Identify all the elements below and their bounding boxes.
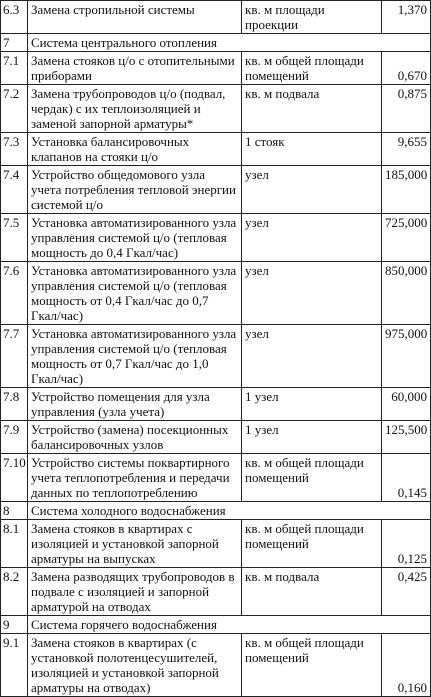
work-name: Устройство системы поквартирного учета теплопотребления и передачи данных по теплопотреблению	[28, 454, 242, 502]
work-name: Устройство помещения для узла управления (узла учета)	[28, 388, 242, 421]
value-cell: 0,670	[382, 52, 431, 85]
unit-cell: узел	[242, 166, 382, 214]
value-cell: 0,160	[382, 634, 431, 697]
table-row	[1, 262, 431, 325]
section-title: Система горячего водоснабжения	[28, 616, 431, 634]
value-cell: 0,125	[382, 520, 431, 568]
row-number: 8.2	[1, 568, 28, 616]
value-cell: 60,000	[382, 388, 431, 421]
row-number: 7.6	[1, 262, 28, 325]
row-number: 7.4	[1, 166, 28, 214]
row-number: 7.9	[1, 421, 28, 454]
row-number: 6.3	[1, 1, 28, 34]
work-name: Устройство общедомового узла учета потребления тепловой энергии системой ц/о	[28, 166, 242, 214]
table-row	[1, 634, 431, 697]
table-row	[1, 388, 431, 421]
value-cell: 850,000	[382, 262, 431, 325]
work-name: Установка автоматизированного узла управления системой ц/о (тепловая мощность от 0,4 Гкал/час до 0,7 Гкал/час)	[28, 262, 242, 325]
value-cell: 185,000	[382, 166, 431, 214]
row-number: 8	[1, 502, 28, 520]
value-cell: 125,500	[382, 421, 431, 454]
work-name: Установка балансировочных клапанов на стояки ц/о	[28, 133, 242, 166]
table-row	[1, 133, 431, 166]
unit-cell: кв. м подвала	[242, 85, 382, 133]
unit-cell: 1 стояк	[242, 133, 382, 166]
value-cell: 975,000	[382, 325, 431, 388]
section-row	[1, 616, 431, 634]
table-row	[1, 214, 431, 262]
work-name: Устройство (замена) посекционных балансировочных узлов	[28, 421, 242, 454]
section-row	[1, 34, 431, 52]
section-title: Система холодного водоснабжения	[28, 502, 431, 520]
work-name: Установка автоматизированного узла управления системой ц/о (тепловая мощность от 0,7 Гкал/час до 1,0 Гкал/час)	[28, 325, 242, 388]
work-name: Замена стояков в квартирах с изоляцией и установкой запорной арматуры на выпусках	[28, 520, 242, 568]
row-number: 9.1	[1, 634, 28, 697]
table-row	[1, 421, 431, 454]
value-cell: 9,655	[382, 133, 431, 166]
row-number: 7.2	[1, 85, 28, 133]
row-number: 7.7	[1, 325, 28, 388]
table-row	[1, 520, 431, 568]
work-name: Замена стояков в квартирах (с установкой полотенцесушителей, изоляцией и установкой запорной арматуры на отводах)	[28, 634, 242, 697]
unit-cell: узел	[242, 214, 382, 262]
unit-cell: кв. м общей площади помещений	[242, 520, 382, 568]
value-cell: 0,145	[382, 454, 431, 502]
row-number: 7.8	[1, 388, 28, 421]
value-cell: 1,370	[382, 1, 431, 34]
table-row	[1, 1, 431, 34]
table-row	[1, 568, 431, 616]
unit-cell: кв. м площади проекции	[242, 1, 382, 34]
row-number: 7	[1, 34, 28, 52]
row-number: 7.5	[1, 214, 28, 262]
section-title: Система центрального отопления	[28, 34, 431, 52]
unit-cell: кв. м общей площади помещений	[242, 454, 382, 502]
unit-cell: 1 узел	[242, 421, 382, 454]
row-number: 8.1	[1, 520, 28, 568]
row-number: 7.1	[1, 52, 28, 85]
table-row	[1, 325, 431, 388]
unit-cell: узел	[242, 262, 382, 325]
table-row	[1, 85, 431, 133]
table-body	[1, 1, 431, 697]
table-row	[1, 166, 431, 214]
table-row	[1, 52, 431, 85]
unit-cell: кв. м подвала	[242, 568, 382, 616]
work-name: Замена разводящих трубопроводов в подвале с изоляцией и запорной арматурой на отводах	[28, 568, 242, 616]
work-name: Замена трубопроводов ц/о (подвал, чердак) с их теплоизоляцией и заменой запорной арматуры*	[28, 85, 242, 133]
row-number: 7.10	[1, 454, 28, 502]
unit-cell: кв. м общей площади помещений	[242, 52, 382, 85]
table-row	[1, 454, 431, 502]
section-row	[1, 502, 431, 520]
row-number: 7.3	[1, 133, 28, 166]
work-name: Установка автоматизированного узла управления системой ц/о (тепловая мощность до 0,4 Гкал/час)	[28, 214, 242, 262]
value-cell: 0,425	[382, 568, 431, 616]
unit-cell: узел	[242, 325, 382, 388]
value-cell: 0,875	[382, 85, 431, 133]
work-name: Замена стояков ц/о с отопительными приборами	[28, 52, 242, 85]
row-number: 9	[1, 616, 28, 634]
unit-cell: кв. м общей площади помещений	[242, 634, 382, 697]
unit-cell: 1 узел	[242, 388, 382, 421]
value-cell: 725,000	[382, 214, 431, 262]
work-name: Замена стропильной системы	[28, 1, 242, 34]
